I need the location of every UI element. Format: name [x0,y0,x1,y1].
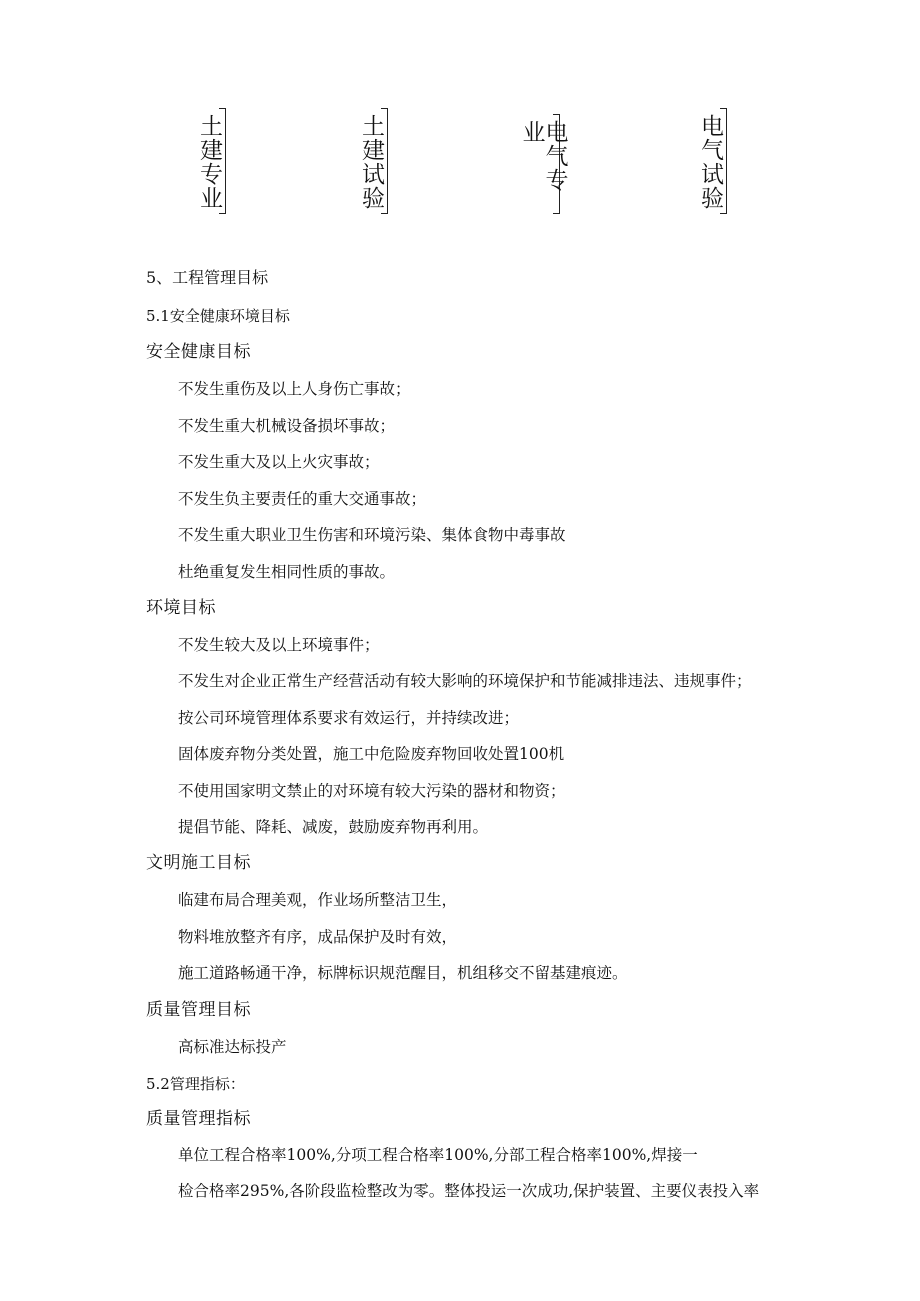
box-label: 土建试验 [358,114,384,210]
box-label: 土建专业 [196,114,222,210]
list-item: 不发生对企业正常生产经营活动有较大影响的环境保护和节能减排违法、违规事件； [178,672,752,690]
list-item: 不使用国家明文禁止的对环境有较大污染的器材和物资； [178,782,566,800]
list-item: 检合格率295%,各阶段监检整改为零。整体投运一次成功,保护装置、主要仪表投入率 [178,1182,760,1200]
list-item: 不发生重大机械设备损坏事故； [178,417,396,435]
section-heading: 5、工程管理目标 [146,268,269,287]
list-item: 施工道路畅通干净，标牌标识规范醒目，机组移交不留基建痕迹。 [178,964,628,982]
box-electrical-testing [697,108,727,214]
box-label: 电气专业 [518,120,568,192]
list-item: 提倡节能、降耗、减废，鼓励废弃物再利用。 [178,818,489,836]
list-item: 临建布局合理美观，作业场所整洁卫生， [178,891,458,909]
group-heading: 环境目标 [146,598,216,618]
list-item: 物料堆放整齐有序，成品保护及时有效， [178,928,458,946]
box-civil-specialty [196,108,226,214]
list-item: 固体废弃物分类处置，施工中危险废弃物回收处置100机 [178,745,565,763]
subsection-heading: 5.2管理指标： [146,1075,245,1093]
list-item: 不发生负主要责任的重大交通事故； [178,490,427,508]
box-electrical-specialty [518,114,568,214]
group-heading: 安全健康目标 [146,342,251,362]
list-item: 杜绝重复发生相同性质的事故。 [178,563,396,581]
list-item: 不发生重大职业卫生伤害和环境污染、集体食物中毒事故 [178,526,566,544]
box-label: 电气试验 [697,114,723,210]
group-heading: 质量管理指标 [146,1109,251,1129]
list-item: 不发生重伤及以上人身伤亡事故； [178,380,411,398]
box-civil-testing [358,108,388,214]
list-item: 按公司环境管理体系要求有效运行，并持续改进； [178,709,520,727]
list-item: 不发生较大及以上环境事件； [178,636,380,654]
group-heading: 文明施工目标 [146,853,251,873]
list-item: 高标准达标投产 [178,1038,287,1056]
group-heading: 质量管理目标 [146,1000,251,1020]
list-item: 不发生重大及以上火灾事故； [178,453,380,471]
list-item: 单位工程合格率100%,分项工程合格率100%,分部工程合格率100%,焊接一 [178,1146,698,1164]
specialty-boxes [0,0,920,240]
subsection-heading: 5.1安全健康环境目标 [146,307,290,325]
